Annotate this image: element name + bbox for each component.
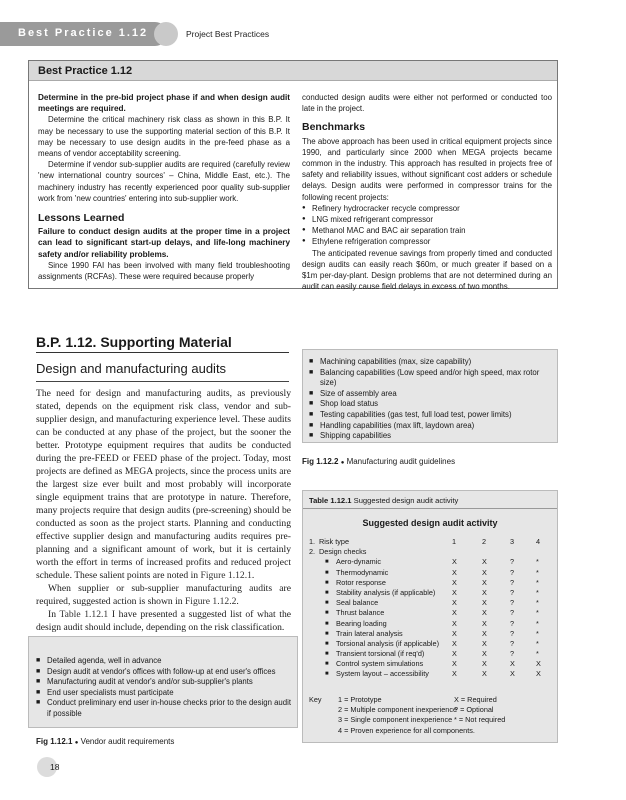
table-row: 2. Design checks bbox=[309, 547, 367, 557]
table-cell-label: Rotor response bbox=[336, 577, 386, 587]
table-cell: X bbox=[452, 669, 457, 679]
figure-1-12-1-caption: Fig 1.12.1 ● Vendor audit requirements bbox=[36, 737, 175, 746]
table-cell: X bbox=[452, 618, 457, 628]
subsection-title: Design and manufacturing audits bbox=[36, 361, 227, 376]
square-bullet-icon: ■ bbox=[325, 559, 329, 566]
table-cell: ? bbox=[510, 608, 515, 618]
table-cell: ? bbox=[510, 628, 515, 638]
table-cell: X bbox=[536, 669, 541, 679]
lessons-learned-heading: Lessons Learned bbox=[38, 212, 125, 225]
list-item: ■ Shipping capabilities bbox=[309, 431, 554, 442]
list-item: ■ Design audit at vendor's offices with follow-up at end user's offices bbox=[36, 667, 292, 678]
body-paragraph-1: The need for design and manufacturing audits, as previously stated, depends on the equipment risk class, vendor and sub-supplier design, and manufacturing experience level. These audits can be conducted at any phase of the project, but the sooner the better. Prototype equipment requires that audits be conducted during the pre-FEED or FEED phase of the project. Today, most projects are defined as MEGA projects, since the process units are the largest size ever built and most probably will incorporate single equipment trains that are prototype in nature. Therefore, many projects require that design audits (pre-screening) should be conducted as soon as the project starts. Planning and conducting effective supplier design and manufacturing audits requires pre-planning and a significant amount of work, but it is certainly worth the effort in terms of increased profits and reduced project schedule. These salient points are noted in Figure 1.12.1. bbox=[36, 388, 291, 581]
table-cell: * bbox=[536, 598, 539, 608]
table-cell-label: Thrust balance bbox=[336, 608, 385, 618]
table-cell: ? bbox=[510, 587, 515, 597]
bp-lead: Determine in the pre-bid project phase if and when design audit meetings are required. bbox=[38, 93, 290, 114]
table-row bbox=[309, 568, 553, 578]
bp-paragraph-2: Determine if vendor sub-supplier audits are required (carefully review 'new international country sources' – China, Middle East, etc.). The machinery industry has recently experienced poor quality sub-supplier work from 'new countries' entering into sub-supplier work. bbox=[38, 160, 290, 203]
table-cell-label: System layout – accessibility bbox=[336, 669, 429, 679]
table-cell: X bbox=[536, 659, 541, 669]
table-cell: * bbox=[536, 587, 539, 597]
table-link-1-12-1[interactable]: Table 1.12.1 bbox=[59, 609, 109, 620]
table-cell: X bbox=[452, 587, 457, 597]
key-row: Key 1 = Prototype X = Required bbox=[309, 695, 497, 704]
table-cell: X bbox=[482, 628, 487, 638]
list-item: ● Methanol MAC and BAC air separation train bbox=[302, 225, 552, 236]
header-circle bbox=[154, 22, 178, 46]
benchmarks-heading: Benchmarks bbox=[302, 121, 366, 134]
bp-paragraph-1: Determine the critical machinery risk class as shown in this B.P. It may be necessary to use the supporting material section of this B.P. It may be necessary to use design audits in the pre-feed phase as a means of vendor acceptability screening. bbox=[38, 115, 290, 159]
list-item: ■ Size of assembly area bbox=[309, 389, 554, 400]
table-cell-label: Stability analysis (if applicable) bbox=[336, 587, 436, 597]
list-item: ■ Shop load status bbox=[309, 399, 554, 410]
header-label: Best Practice 1.12 bbox=[18, 27, 149, 39]
table-cell: X bbox=[482, 638, 487, 648]
table-cell: X bbox=[452, 567, 457, 577]
table-row bbox=[309, 639, 553, 649]
list-item: ■ Conduct preliminary end user in-house checks prior to the design audit if possible bbox=[36, 698, 292, 719]
table-cell: X bbox=[482, 659, 487, 669]
square-bullet-icon: ■ bbox=[325, 600, 329, 607]
table-cell: X bbox=[482, 577, 487, 587]
table-cell-label: Control system simulations bbox=[336, 659, 424, 669]
table-item-rows bbox=[309, 557, 553, 679]
table-caption: Table 1.12.1 Suggested design audit activity bbox=[309, 496, 459, 505]
table-cell-label: Thermodynamic bbox=[336, 567, 389, 577]
table-cell-label: Torsional analysis (if applicable) bbox=[336, 638, 440, 648]
table-cell: * bbox=[536, 628, 539, 638]
benchmark-list bbox=[302, 203, 552, 248]
bp-paragraph-5: The above approach has been used in critical equipment projects since 1990, and particularly since 2000 when MEGA projects became common in the industry. This approach has resulted in projects free of safety and reliability issues, without significant cost adders or schedule delays. Design audits were performed in compressor trains for the following recent projects: bbox=[302, 136, 552, 202]
list-item: ● Ethylene refrigeration compressor bbox=[302, 236, 552, 247]
table-row bbox=[309, 588, 553, 598]
bp-paragraph-6: The anticipated revenue savings from properly timed and conducted design audits can easily reach $60m, or much greater if based on a $1m per-day-plant. Design problems that are not determined during an audit can easily cause field delays in excess of two months. bbox=[302, 248, 552, 292]
square-bullet-icon: ■ bbox=[325, 630, 329, 637]
table-cell: X bbox=[482, 587, 487, 597]
design-audit-table bbox=[309, 537, 553, 680]
list-item: ■ Balancing capabilities (Low speed and/or high speed, max rotor size) bbox=[309, 368, 554, 389]
table-cell: ? bbox=[510, 567, 515, 577]
body-paragraph-3: In Table 1.12.1 I have presented a suggested list of what the design audit should include, depending on the risk classification. bbox=[36, 609, 291, 633]
list-item: ● Refinery hydrocracker recycle compressor bbox=[302, 203, 552, 214]
list-item: ■ Detailed agenda, well in advance bbox=[36, 656, 292, 667]
table-cell: X bbox=[452, 628, 457, 638]
header-title: Project Best Practices bbox=[186, 29, 270, 39]
table-cell: ? bbox=[510, 649, 515, 659]
best-practice-heading: Best Practice 1.12 bbox=[38, 65, 133, 77]
table-cell-label: Transient torsional (if req'd) bbox=[336, 649, 425, 659]
square-bullet-icon: ■ bbox=[325, 661, 329, 668]
table-row bbox=[309, 669, 553, 679]
square-bullet-icon: ■ bbox=[325, 610, 329, 617]
table-cell: ? bbox=[510, 557, 515, 567]
table-cell: X bbox=[452, 577, 457, 587]
table-row bbox=[309, 608, 553, 618]
table-cell-label: Aero-dynamic bbox=[336, 557, 382, 567]
square-bullet-icon: ■ bbox=[325, 671, 329, 678]
table-cell-label: Bearing loading bbox=[336, 618, 387, 628]
table-cell: * bbox=[536, 649, 539, 659]
table-row bbox=[309, 557, 553, 567]
body-text bbox=[36, 387, 291, 634]
table-row bbox=[309, 629, 553, 639]
page-number: 18 bbox=[50, 762, 60, 772]
table-caption-rule bbox=[303, 508, 557, 509]
lessons-learned-lead: Failure to conduct design audits at the proper time in a project can lead to significant start-up delays, and life-long machinery safety and/or reliability problems. bbox=[38, 227, 290, 259]
list-item: ■ Manufacturing audit at vendor's and/or sub-supplier's plants bbox=[36, 677, 292, 688]
list-item: ■ End user specialists must participate bbox=[36, 688, 292, 699]
key-row: 4 = Proven experience for all components. bbox=[338, 725, 475, 735]
list-item: ■ Handling capabilities (max lift, laydown area) bbox=[309, 421, 554, 432]
table-cell: X bbox=[482, 618, 487, 628]
table-cell: X bbox=[482, 649, 487, 659]
section-title: B.P. 1.12. Supporting Material bbox=[36, 334, 232, 350]
square-bullet-icon: ■ bbox=[325, 640, 329, 647]
square-bullet-icon: ■ bbox=[325, 579, 329, 586]
square-bullet-icon: ■ bbox=[325, 651, 329, 658]
table-cell: X bbox=[482, 567, 487, 577]
table-cell: X bbox=[452, 659, 457, 669]
key-row: 2 = Multiple component inexperience ? = Optional bbox=[338, 705, 494, 715]
table-cell: * bbox=[536, 608, 539, 618]
bp-paragraph-3: Since 1990 FAI has been involved with many field troubleshooting assignments (RCFAs). These were required because properly bbox=[38, 260, 290, 282]
list-item: ■ Testing capabilities (gas test, full load test, power limits) bbox=[309, 410, 554, 421]
figure-1-12-2-caption: Fig 1.12.2 ● Manufacturing audit guidelines bbox=[302, 457, 456, 466]
table-cell: X bbox=[510, 669, 515, 679]
table-row bbox=[309, 619, 553, 629]
table-title: Suggested design audit activity bbox=[362, 518, 498, 528]
bp-paragraph-4: conducted design audits were either not performed or conducted too late in the project. bbox=[302, 93, 552, 114]
table-cell: * bbox=[536, 557, 539, 567]
table-cell: ? bbox=[510, 638, 515, 648]
table-cell: * bbox=[536, 577, 539, 587]
key-row: 3 = Single component inexperience * = Not required bbox=[338, 715, 506, 725]
table-cell: X bbox=[482, 669, 487, 679]
manufacturing-audit-list bbox=[309, 357, 554, 442]
table-cell: X bbox=[482, 608, 487, 618]
table-cell-label: Seal balance bbox=[336, 598, 379, 608]
table-cell: * bbox=[536, 618, 539, 628]
table-cell: * bbox=[536, 567, 539, 577]
table-cell: X bbox=[510, 659, 515, 669]
table-row bbox=[309, 578, 553, 588]
best-practice-left-column bbox=[38, 92, 290, 282]
list-item: ● LNG mixed refrigerant compressor bbox=[302, 214, 552, 225]
table-cell: X bbox=[452, 598, 457, 608]
list-item: ■ Machining capabilities (max, size capability) bbox=[309, 357, 554, 368]
best-practice-right-column bbox=[302, 92, 552, 292]
table-row bbox=[309, 659, 553, 669]
table-row: 1. Risk type 1 2 3 4 bbox=[309, 537, 541, 546]
table-cell-label: Train lateral analysis bbox=[336, 628, 403, 638]
section-rule bbox=[36, 352, 289, 353]
subsection-rule bbox=[36, 381, 289, 382]
table-cell: ? bbox=[510, 577, 515, 587]
table-cell: * bbox=[536, 638, 539, 648]
table-cell: ? bbox=[510, 598, 515, 608]
figure-link-1-12-1[interactable]: Figure 1.12.1 bbox=[200, 570, 252, 581]
square-bullet-icon: ■ bbox=[325, 620, 329, 627]
table-cell: X bbox=[452, 608, 457, 618]
table-cell: X bbox=[452, 638, 457, 648]
table-cell: ? bbox=[510, 618, 515, 628]
table-cell: X bbox=[482, 557, 487, 567]
table-row bbox=[309, 649, 553, 659]
body-paragraph-2: When supplier or sub-supplier manufacturing audits are required, suggested action is shown in Figure 1.12.2. bbox=[36, 583, 291, 607]
square-bullet-icon: ■ bbox=[325, 569, 329, 576]
table-cell: X bbox=[482, 598, 487, 608]
figure-link-1-12-2[interactable]: Figure 1.12.2 bbox=[184, 596, 237, 607]
square-bullet-icon: ■ bbox=[325, 589, 329, 596]
table-cell: X bbox=[452, 649, 457, 659]
table-row bbox=[309, 598, 553, 608]
table-key bbox=[309, 695, 553, 736]
vendor-audit-list bbox=[36, 656, 292, 720]
table-cell: X bbox=[452, 557, 457, 567]
